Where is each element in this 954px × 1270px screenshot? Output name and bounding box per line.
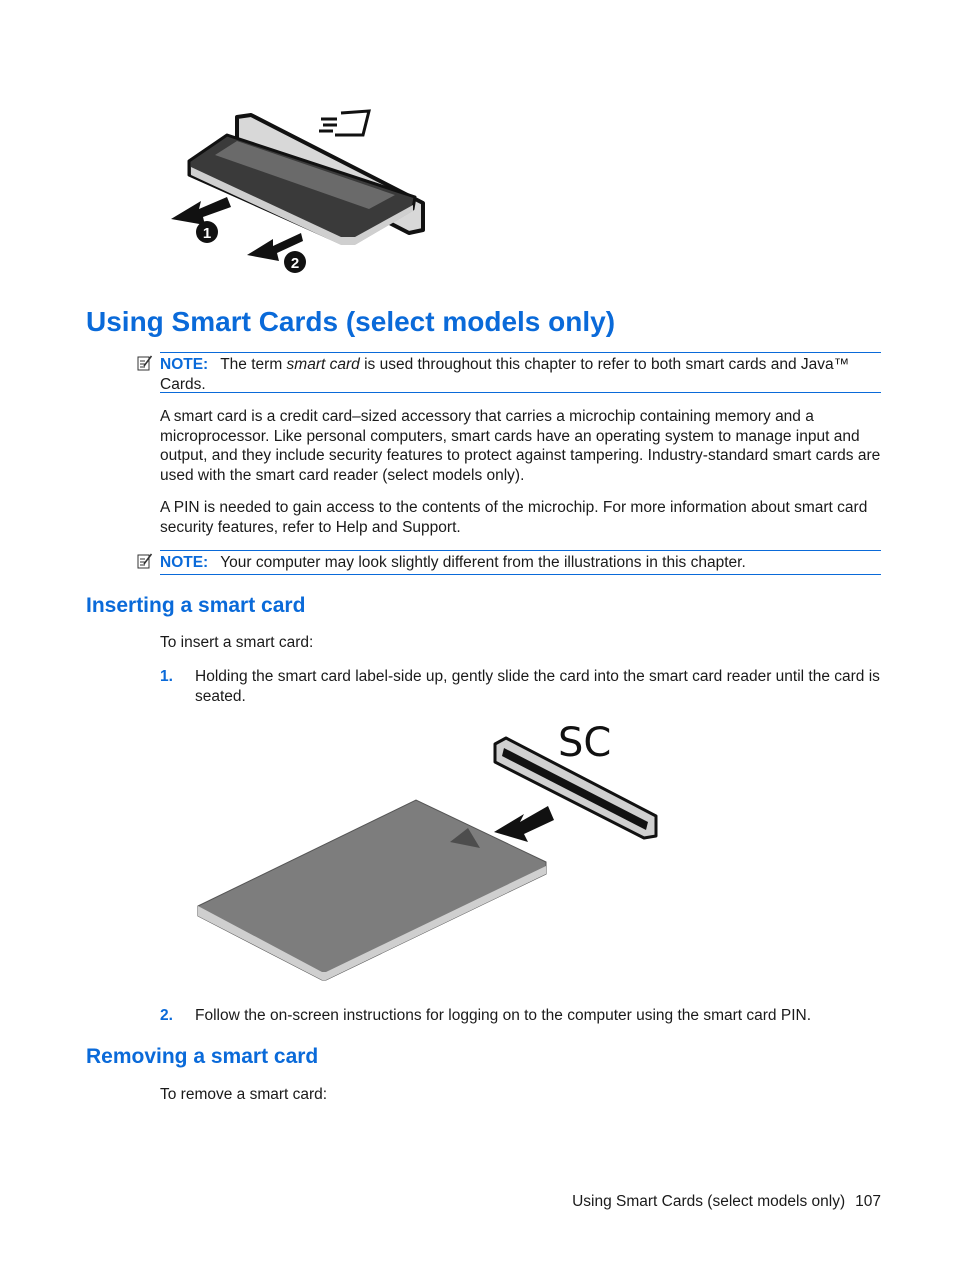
expresscard-symbol-icon [319,111,369,135]
note-icon [137,355,153,371]
note-label: NOTE: [160,554,209,571]
note-label: NOTE: [160,356,209,373]
inserting-intro: To insert a smart card: [160,634,314,651]
footer-title: Using Smart Cards (select models only) [572,1193,846,1210]
insert-arrow-icon [171,197,231,225]
page-number: 107 [855,1193,881,1210]
page-footer [572,1193,881,1211]
note-text-pre: The term [220,356,287,373]
step-text: Follow the on-screen instructions for logging on to the computer using the smart card PIN. [195,1007,811,1024]
note-term: smart card [286,356,360,373]
page-title: Using Smart Cards (select models only) [86,306,616,337]
note-text-post: is used throughout this chapter to refer to both smart cards and Java™ Cards. [160,356,850,393]
intro-paragraph: A smart card is a credit card–sized accessory that carries a microchip containing memory and a microprocessor. Like personal computers, smart cards have an operating system to manage input and output, and they include security features to protect against tampering. Industry-standard smart cards are used with the smart card reader (select models only). [160,408,881,484]
note-box [160,550,881,575]
note-icon [137,553,153,569]
section-heading-inserting: Inserting a smart card [86,594,306,617]
step-text: Holding the smart card label-side up, gently slide the card into the smart card reader until the card is seated. [195,668,880,705]
expresscard-illustration [165,105,425,280]
step-number: 2. [160,1007,173,1024]
step-number: 1. [160,668,173,685]
removing-intro: To remove a smart card: [160,1086,328,1103]
callout-2-label: 2 [290,255,300,272]
note-box [160,352,881,393]
callout-1-label: 1 [202,225,212,242]
pin-paragraph: A PIN is needed to gain access to the contents of the microchip. For more information about smart card security features, refer to Help and Support. [160,499,868,536]
note-text: Your computer may look slightly different from the illustrations in this chapter. [220,554,746,571]
smart-card-symbol-label: SC [558,720,612,766]
insert-arrow-icon [494,806,554,842]
smart-card-illustration [190,718,665,988]
section-heading-removing: Removing a smart card [86,1045,319,1068]
